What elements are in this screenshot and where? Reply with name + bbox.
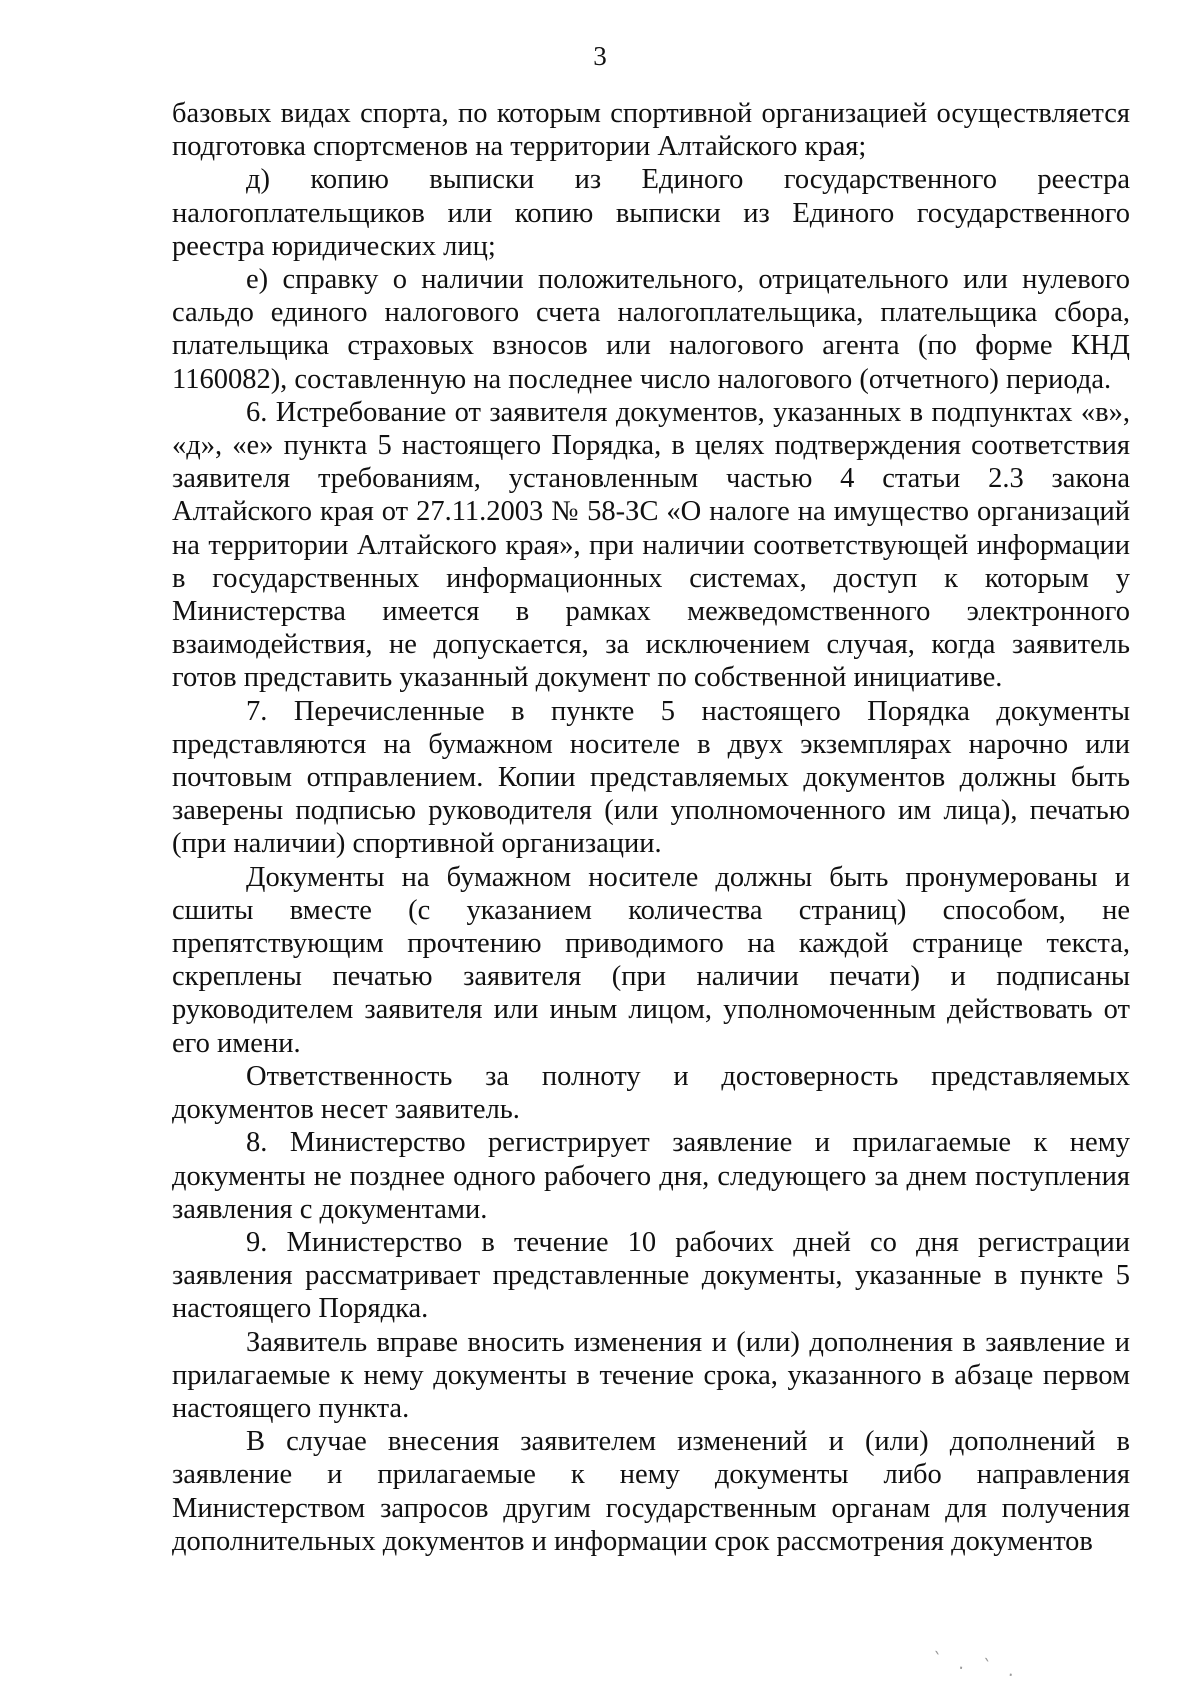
paragraph-review-period: В случае внесения заявителем изменений и (или) дополнений в заявление и прилагаемые к нему документы либо направления Министерством запросов другим государственным органам для получения дополнительных документов и информации срок рассмотрения документов	[172, 1426, 1130, 1557]
paragraph-item-6: 6. Истребование от заявителя документов, указанных в подпунктах «в», «д», «е» пункта 5 настоящего Порядка, в целях подтверждения соответствия заявителя требованиям, установленным частью 4 статьи 2.3 закона Алтайского края от 27.11.2003 № 58-ЗС «О налоге на имущество организаций на территории Алтайского края», при наличии соответствующей информации в государственных информационных системах, доступ к которым у Министерства имеется в рамках межведомственного электронного взаимодействия, не допускается, за исключением случая, когда заявитель готов представить указанный документ по собственной инициативе.	[172, 396, 1130, 694]
paragraph-item-9: 9. Министерство в течение 10 рабочих дней со дня регистрации заявления рассматривает представленные документы, указанные в пункте 5 настоящего Порядка.	[172, 1226, 1130, 1325]
page-number: 3	[593, 41, 607, 71]
paragraph-subitem-d: д) копию выписки из Единого государственного реестра налогоплательщиков или копию выписки из Единого государственного реестра юридических лиц;	[172, 164, 1130, 262]
document-body	[172, 97, 1130, 1558]
scan-artifact: ` . ` .	[930, 1648, 1022, 1683]
paragraph-subitem-e: е) справку о наличии положительного, отрицательного или нулевого сальдо единого налогового счета налогоплательщика, плательщика сбора, плательщика страховых взносов или налогового агента (по форме КНД 1160082), составленную на последнее число налогового (отчетного) периода.	[172, 264, 1130, 395]
paragraph-binding-requirements: Документы на бумажном носителе должны быть пронумерованы и сшиты вместе (с указанием количества страниц) способом, не препятствующим прочтению приводимого на каждой странице текста, скреплены печатью заявителя (при наличии печати) и подписаны руководителем заявителя или иным лицом, уполномоченным действовать от его имени.	[172, 861, 1130, 1059]
paragraph-item-8: 8. Министерство регистрирует заявление и прилагаемые к нему документы не позднее одного рабочего дня, следующего за днем поступления заявления с документами.	[172, 1127, 1130, 1225]
paragraph-continuation: базовых видах спорта, по которым спортивной организацией осуществляется подготовка спортсменов на территории Алтайского края;	[172, 98, 1130, 163]
paragraph-responsibility: Ответственность за полноту и достоверность представляемых документов несет заявитель.	[172, 1060, 1130, 1126]
paragraph-amendments: Заявитель вправе вносить изменения и (или) дополнения в заявление и прилагаемые к нему документы в течение срока, указанного в абзаце первом настоящего пункта.	[172, 1326, 1130, 1424]
paragraph-item-7: 7. Перечисленные в пункте 5 настоящего Порядка документы представляются на бумажном носителе в двух экземплярах нарочно или почтовым отправлением. Копии представляемых документов должны быть заверены подписью руководителя (или уполномоченного им лица), печатью (при наличии) спортивной организации.	[172, 695, 1130, 860]
